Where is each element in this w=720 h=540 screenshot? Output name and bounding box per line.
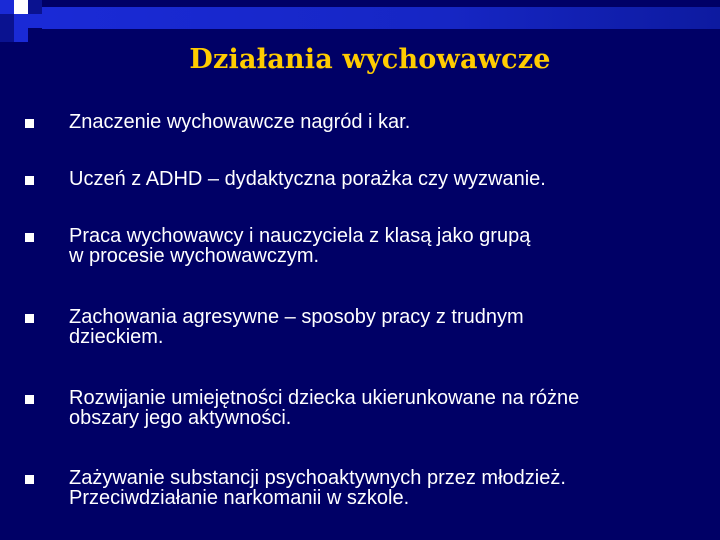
bullet-icon: [25, 475, 34, 484]
list-item-line: dzieckiem.: [69, 326, 164, 348]
bullet-icon: [25, 314, 34, 323]
list-item-text: [69, 307, 699, 347]
list-item-text: [69, 468, 699, 508]
list-item-text: [69, 169, 699, 189]
list-item-text: [69, 112, 699, 132]
bullet-icon: [25, 176, 34, 185]
list-item-line: Zażywanie substancji psychoaktywnych przez młodzież.: [69, 467, 566, 489]
list-item-text: [69, 388, 699, 428]
list-item-line: Przeciwdziałanie narkomanii w szkole.: [69, 487, 410, 509]
list-item-line: obszary jego aktywności.: [69, 407, 292, 429]
list-item-line: Uczeń z ADHD – dydaktyczna porażka czy wyzwanie.: [69, 168, 546, 190]
list-item-line: Praca wychowawcy i nauczyciela z klasą jako grupą: [69, 225, 531, 247]
bullet-icon: [25, 233, 34, 242]
list-item-line: Znaczenie wychowawcze nagród i kar.: [69, 111, 411, 133]
slide-title: Działania wychowawcze: [189, 44, 551, 75]
list-item-line: Zachowania agresywne – sposoby pracy z trudnym: [69, 306, 524, 328]
list-item-text: [69, 226, 699, 266]
list-item-line: Rozwijanie umiejętności dziecka ukierunkowane na różne: [69, 387, 580, 409]
list-item-line: w procesie wychowawczym.: [69, 245, 320, 267]
bullet-icon: [25, 119, 34, 128]
bullet-icon: [25, 395, 34, 404]
